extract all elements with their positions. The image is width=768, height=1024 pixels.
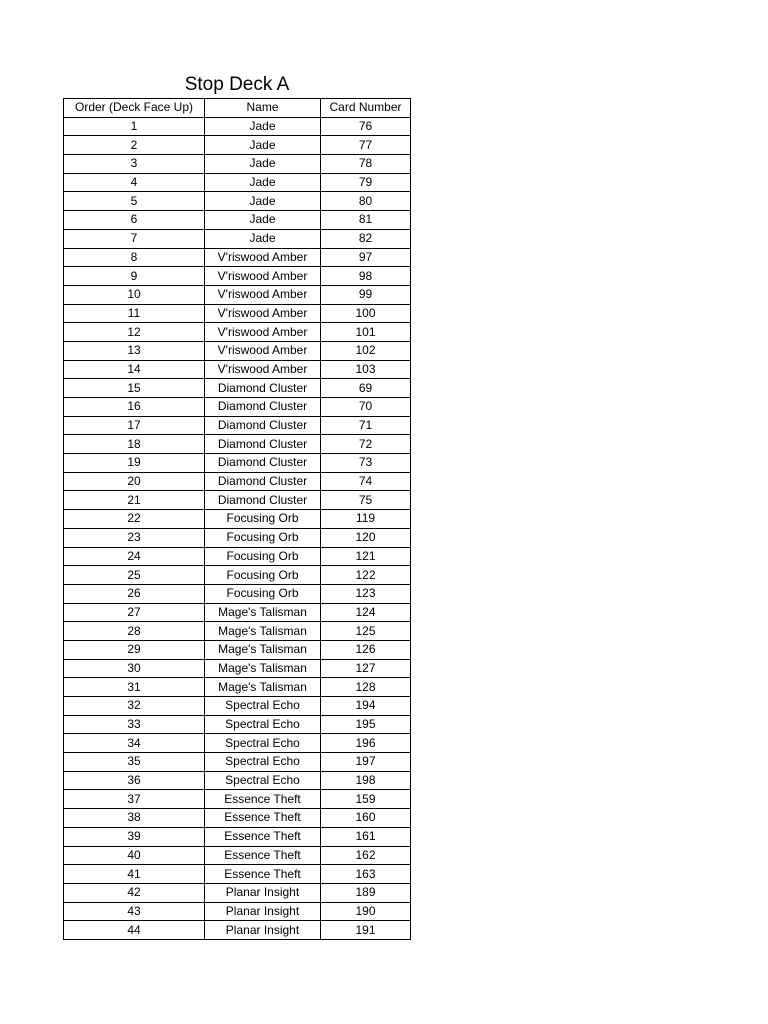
name-cell: Spectral Echo [205,753,321,772]
card-number-cell: 161 [321,827,411,846]
name-cell: Planar Insight [205,883,321,902]
name-cell: Diamond Cluster [205,491,321,510]
name-cell: Focusing Orb [205,528,321,547]
name-cell: Mage's Talisman [205,659,321,678]
table-row [64,753,411,772]
order-cell: 31 [64,678,205,697]
table-row [64,379,411,398]
order-cell: 30 [64,659,205,678]
name-cell: Diamond Cluster [205,435,321,454]
card-number-cell: 194 [321,697,411,716]
card-number-cell: 99 [321,285,411,304]
order-cell: 12 [64,323,205,342]
card-number-cell: 72 [321,435,411,454]
name-cell: Essence Theft [205,790,321,809]
name-cell: Mage's Talisman [205,603,321,622]
order-cell: 33 [64,715,205,734]
table-row [64,771,411,790]
table-row [64,640,411,659]
order-cell: 37 [64,790,205,809]
order-cell: 38 [64,809,205,828]
order-cell: 18 [64,435,205,454]
table-row [64,809,411,828]
card-number-cell: 190 [321,902,411,921]
order-cell: 9 [64,267,205,286]
order-cell: 28 [64,622,205,641]
card-number-cell: 124 [321,603,411,622]
order-cell: 19 [64,454,205,473]
order-cell: 11 [64,304,205,323]
table-row [64,921,411,940]
order-cell: 2 [64,136,205,155]
card-number-cell: 70 [321,398,411,417]
card-number-cell: 163 [321,865,411,884]
name-cell: Diamond Cluster [205,379,321,398]
table-row [64,510,411,529]
name-cell: V'riswood Amber [205,341,321,360]
order-cell: 20 [64,472,205,491]
card-number-cell: 74 [321,472,411,491]
table-row [64,622,411,641]
card-number-cell: 82 [321,229,411,248]
table-row [64,697,411,716]
order-cell: 43 [64,902,205,921]
table-row [64,528,411,547]
card-number-cell: 160 [321,809,411,828]
table-header-row [64,99,411,118]
name-cell: V'riswood Amber [205,360,321,379]
order-cell: 32 [64,697,205,716]
name-cell: Spectral Echo [205,697,321,716]
order-cell: 15 [64,379,205,398]
name-cell: V'riswood Amber [205,323,321,342]
table-row [64,472,411,491]
name-cell: V'riswood Amber [205,248,321,267]
order-cell: 34 [64,734,205,753]
order-cell: 40 [64,846,205,865]
card-number-cell: 102 [321,341,411,360]
table-row [64,902,411,921]
order-cell: 7 [64,229,205,248]
name-cell: Focusing Orb [205,584,321,603]
name-cell: Diamond Cluster [205,454,321,473]
table-row [64,360,411,379]
order-cell: 3 [64,155,205,174]
table-row [64,603,411,622]
order-cell: 13 [64,341,205,360]
table-row [64,790,411,809]
order-cell: 1 [64,117,205,136]
name-cell: V'riswood Amber [205,267,321,286]
order-cell: 35 [64,753,205,772]
card-number-cell: 125 [321,622,411,641]
table-row [64,229,411,248]
card-number-cell: 103 [321,360,411,379]
order-cell: 8 [64,248,205,267]
order-cell: 14 [64,360,205,379]
name-cell: Jade [205,155,321,174]
card-number-cell: 69 [321,379,411,398]
name-cell: Essence Theft [205,846,321,865]
table-row [64,248,411,267]
name-cell: Essence Theft [205,827,321,846]
name-cell: Planar Insight [205,921,321,940]
order-cell: 21 [64,491,205,510]
card-number-cell: 78 [321,155,411,174]
card-number-cell: 162 [321,846,411,865]
card-number-cell: 159 [321,790,411,809]
name-cell: Mage's Talisman [205,622,321,641]
card-number-cell: 76 [321,117,411,136]
table-row [64,155,411,174]
card-number-cell: 127 [321,659,411,678]
card-number-cell: 80 [321,192,411,211]
card-number-cell: 121 [321,547,411,566]
card-number-cell: 77 [321,136,411,155]
table-body [64,117,411,939]
name-cell: Planar Insight [205,902,321,921]
card-number-cell: 81 [321,211,411,230]
table-row [64,547,411,566]
table-row [64,566,411,585]
name-cell: Focusing Orb [205,547,321,566]
table-row [64,416,411,435]
order-cell: 23 [64,528,205,547]
card-number-cell: 120 [321,528,411,547]
order-cell: 44 [64,921,205,940]
order-cell: 24 [64,547,205,566]
table-row [64,192,411,211]
table-row [64,715,411,734]
table-row [64,304,411,323]
order-cell: 6 [64,211,205,230]
order-cell: 10 [64,285,205,304]
card-number-cell: 97 [321,248,411,267]
table-row [64,267,411,286]
table-row [64,827,411,846]
name-cell: V'riswood Amber [205,285,321,304]
table-row [64,678,411,697]
name-cell: Spectral Echo [205,771,321,790]
order-cell: 42 [64,883,205,902]
order-cell: 22 [64,510,205,529]
order-cell: 26 [64,584,205,603]
name-cell: Mage's Talisman [205,640,321,659]
card-number-cell: 100 [321,304,411,323]
column-header-name: Name [205,99,321,118]
table-row [64,491,411,510]
table-row [64,341,411,360]
name-cell: Spectral Echo [205,715,321,734]
name-cell: Focusing Orb [205,510,321,529]
name-cell: Diamond Cluster [205,472,321,491]
page-title: Stop Deck A [184,74,290,95]
card-number-cell: 123 [321,584,411,603]
stop-deck-table [63,98,411,940]
table-row [64,846,411,865]
name-cell: V'riswood Amber [205,304,321,323]
order-cell: 4 [64,173,205,192]
column-header-card-number: Card Number [321,99,411,118]
order-cell: 25 [64,566,205,585]
name-cell: Jade [205,192,321,211]
name-cell: Essence Theft [205,865,321,884]
name-cell: Diamond Cluster [205,416,321,435]
name-cell: Jade [205,211,321,230]
table-row [64,659,411,678]
card-number-cell: 189 [321,883,411,902]
card-number-cell: 196 [321,734,411,753]
column-header-order: Order (Deck Face Up) [64,99,205,118]
name-cell: Focusing Orb [205,566,321,585]
name-cell: Diamond Cluster [205,398,321,417]
order-cell: 39 [64,827,205,846]
card-number-cell: 198 [321,771,411,790]
table-row [64,173,411,192]
card-number-cell: 79 [321,173,411,192]
name-cell: Mage's Talisman [205,678,321,697]
order-cell: 5 [64,192,205,211]
table-row [64,584,411,603]
name-cell: Jade [205,173,321,192]
card-number-cell: 119 [321,510,411,529]
card-number-cell: 75 [321,491,411,510]
card-number-cell: 101 [321,323,411,342]
order-cell: 27 [64,603,205,622]
name-cell: Jade [205,229,321,248]
table-row [64,136,411,155]
card-number-cell: 98 [321,267,411,286]
table-row [64,211,411,230]
card-number-cell: 73 [321,454,411,473]
name-cell: Essence Theft [205,809,321,828]
table-row [64,454,411,473]
name-cell: Jade [205,117,321,136]
table-row [64,285,411,304]
card-number-cell: 71 [321,416,411,435]
name-cell: Jade [205,136,321,155]
card-number-cell: 197 [321,753,411,772]
table-row [64,398,411,417]
order-cell: 41 [64,865,205,884]
name-cell: Spectral Echo [205,734,321,753]
card-number-cell: 191 [321,921,411,940]
order-cell: 29 [64,640,205,659]
table-row [64,323,411,342]
table-row [64,734,411,753]
order-cell: 36 [64,771,205,790]
table-row [64,883,411,902]
card-number-cell: 122 [321,566,411,585]
table-row [64,117,411,136]
order-cell: 17 [64,416,205,435]
table-row [64,865,411,884]
order-cell: 16 [64,398,205,417]
card-number-cell: 126 [321,640,411,659]
card-number-cell: 195 [321,715,411,734]
table-row [64,435,411,454]
card-number-cell: 128 [321,678,411,697]
